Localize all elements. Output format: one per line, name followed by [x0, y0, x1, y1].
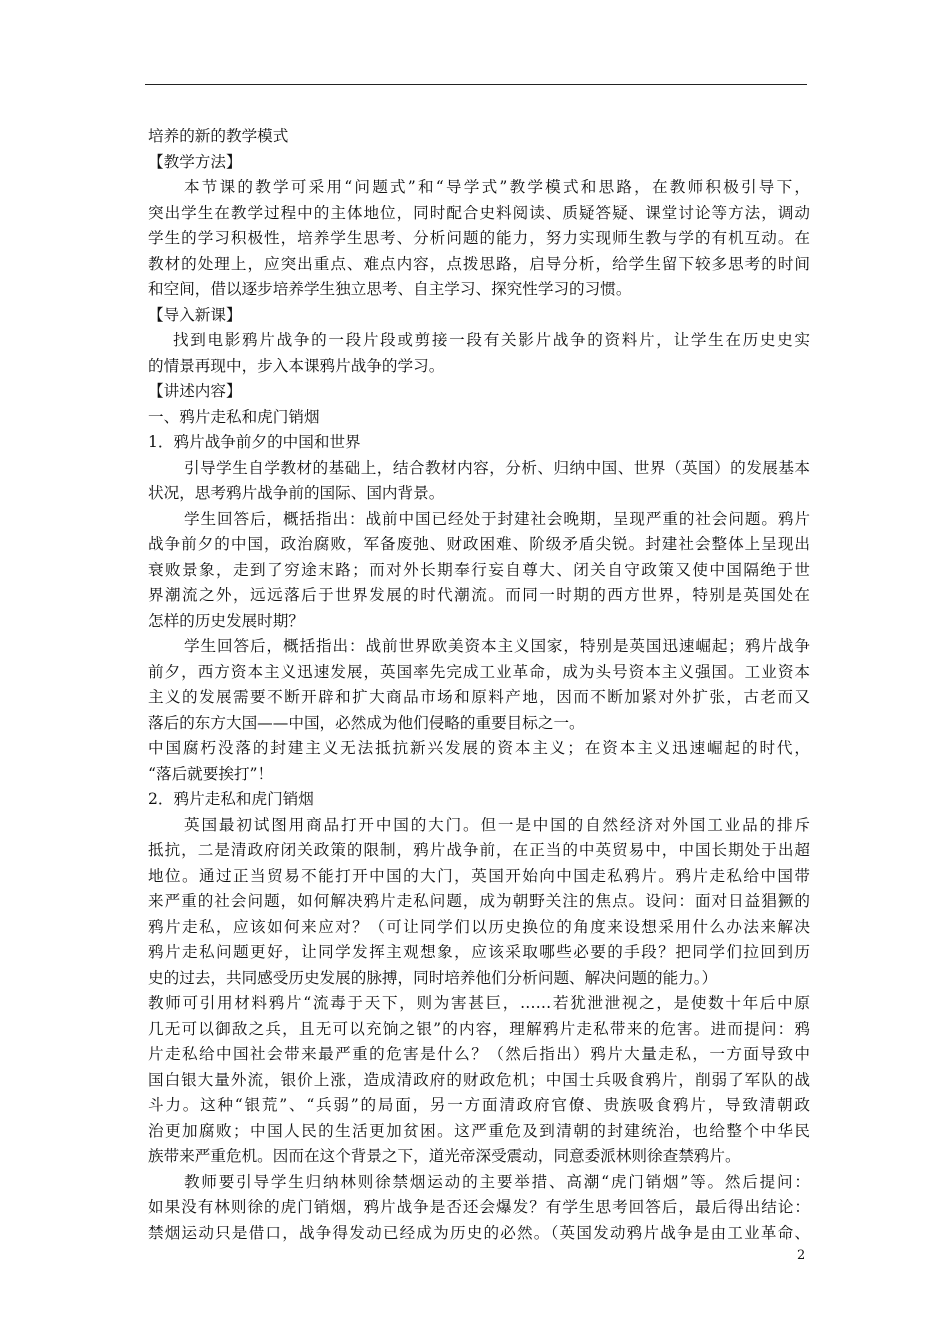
text-line: 2．鸦片走私和虎门销烟	[148, 790, 314, 808]
text-line: 教材的处理上，应突出重点、难点内容，点拨思路，启导分析，给学生留下较多思考的时间	[148, 254, 810, 273]
text-line: 1．鸦片战争前夕的中国和世界	[148, 433, 361, 451]
text-line: 和空间，借以逐步培养学生独立思考、自主学习、探究性学习的习惯。	[148, 280, 632, 298]
text-line: 禁烟运动只是借口，战争得发动已经成为历史的必然。（英国发动鸦片战争是由工业革命、	[148, 1223, 810, 1242]
text-line: 的情景再现中，步入本课鸦片战争的学习。	[148, 356, 445, 375]
text-line: 【讲述内容】	[148, 382, 242, 400]
text-line: 战争前夕的中国，政治腐败，军备废弛、财政困难、阶级矛盾尖锐。封建社会整体上呈现出	[148, 535, 810, 553]
text-line: 治更加腐败；中国人民的生活更加贫困。这严重危及到清朝的封建统治，也给整个中华民	[148, 1121, 810, 1140]
text-line: 国白银大量外流，银价上涨，造成清政府的财政危机；中国士兵吸食鸦片，削弱了军队的战	[148, 1070, 810, 1089]
text-line: 衰败景象，走到了穷途末路；而对外长期奉行妄自尊大、闭关自守政策又使中国隔绝于世	[148, 560, 810, 579]
text-line: 【导入新课】	[148, 305, 242, 324]
text-line: 教师要引导学生归纳林则徐禁烟运动的主要举措、高潮“虎门销烟”等。然后提问：	[184, 1172, 810, 1191]
page-number: 2	[797, 1248, 806, 1263]
text-line: 一、鸦片走私和虎门销烟	[148, 407, 320, 426]
text-line: 学生回答后，概括指出：战前世界欧美资本主义国家，特别是英国迅速崛起；鸦片战争	[184, 637, 810, 655]
text-line: 学生的学习积极性，培养学生思考、分析问题的能力，努力实现师生教与学的有机互动。在	[148, 229, 810, 247]
text-line: 状况，思考鸦片战争前的国际、国内背景。	[148, 484, 445, 502]
text-line: 教师可引用材料鸦片“流毒于天下，则为害甚巨，……若犹泄泄视之，是使数十年后中原	[148, 994, 810, 1012]
text-line: 族带来严重危机。因而在这个背景之下，道光帝深受震动，同意委派林则徐查禁鸦片。	[148, 1147, 741, 1165]
text-line: 落后的东方大国——中国，必然成为他们侵略的重要目标之一。	[148, 713, 585, 732]
header-rule	[145, 84, 807, 85]
text-line: 怎样的历史发展时期？	[148, 611, 304, 630]
text-line: 突出学生在教学过程中的主体地位，同时配合史料阅读、质疑答疑、课堂讨论等方法，调动	[148, 203, 810, 222]
text-line: 来严重的社会问题，如何解决鸦片走私问题，成为朝野关注的焦点。设问：面对日益猖獗的	[148, 892, 810, 910]
text-line: 培养的新的教学模式	[148, 127, 289, 145]
text-line: 斗力。这种“银荒”、“兵弱”的局面，另一方面清政府官僚、贵族吸食鸦片，导致清朝政	[148, 1096, 810, 1114]
text-line: 本节课的教学可采用“问题式”和“导学式”教学模式和思路，在教师积极引导下，	[184, 178, 810, 196]
text-line: 主义的发展需要不断开辟和扩大商品市场和原料产地，因而不断加紧对外扩张，古老而又	[148, 688, 810, 706]
text-line: 找到电影鸦片战争的一段片段或剪接一段有关影片战争的资料片，让学生在历史史实	[173, 331, 810, 349]
text-line: 引导学生自学教材的基础上，结合教材内容，分析、归纳中国、世界（英国）的发展基本	[184, 458, 810, 477]
text-line: 史的过去，共同感受历史发展的脉搏，同时培养他们分析问题、解决问题的能力。）	[148, 968, 718, 987]
text-line: 地位。通过正当贸易不能打开中国的大门，英国开始向中国走私鸦片。鸦片走私给中国带	[148, 866, 810, 885]
text-line: 学生回答后，概括指出：战前中国已经处于封建社会晚期，呈现严重的社会问题。鸦片	[184, 509, 810, 528]
document-body	[148, 124, 810, 1246]
text-line: 几无可以御敌之兵，且无可以充饷之银”的内容，理解鸦片走私带来的危害。进而提问：鸦	[148, 1019, 810, 1038]
text-line: 【教学方法】	[148, 152, 242, 171]
text-line: 鸦片走私，应该如何来应对？（可让同学们以历史换位的角度来设想采用什么办法来解决	[148, 917, 810, 936]
text-line: 抵抗，二是清政府闭关政策的限制，鸦片战争前，在正当的中英贸易中，中国长期处于出超	[148, 841, 810, 859]
text-line: “落后就要挨打”！	[148, 764, 274, 783]
text-line: 前夕，西方资本主义迅速发展，英国率先完成工业革命，成为头号资本主义强国。工业资本	[148, 662, 810, 681]
text-line: 英国最初试图用商品打开中国的大门。但一是中国的自然经济对外国工业品的排斥	[184, 815, 810, 834]
text-line: 如果没有林则徐的虎门销烟，鸦片战争是否还会爆发？有学生思考回答后，最后得出结论：	[148, 1198, 810, 1216]
text-line: 中国腐朽没落的封建主义无法抵抗新兴发展的资本主义；在资本主义迅速崛起的时代，	[148, 739, 810, 757]
text-line: 鸦片走私问题更好，让同学发挥主观想象，应该采取哪些必要的手段？把同学们拉回到历	[148, 943, 810, 961]
text-line: 片走私给中国社会带来最严重的危害是什么？（然后指出）鸦片大量走私，一方面导致中	[148, 1045, 810, 1063]
text-line: 界潮流之外，远远落后于世界发展的时代潮流。而同一时期的西方世界，特别是英国处在	[148, 586, 810, 604]
